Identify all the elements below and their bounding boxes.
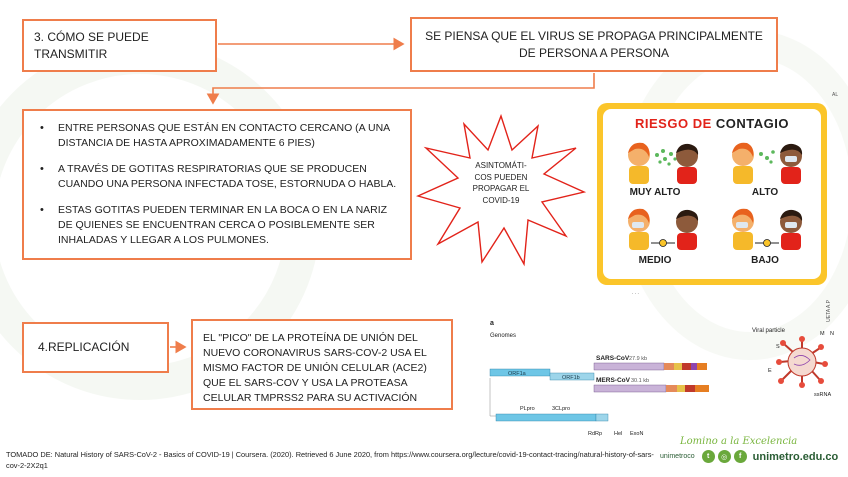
callout-line: ASINTOMÁTI- [475,161,527,170]
callout-line: COS PUEDEN [474,172,528,182]
genomes-label: Genomes [490,333,517,339]
nsp-bar [496,414,608,421]
twitter-icon[interactable]: t [702,450,715,463]
side-mark-dots: . . . [632,290,639,296]
low-risk-illustration [721,203,811,253]
high-risk-illustration [721,137,811,187]
orf1b-label: ORF1b [562,375,580,381]
side-mark-top: AL [832,92,839,98]
transmission-summary: SE PIENSA QUE EL VIRUS SE PROPAGA PRINCIPALMENTE DE PERSONA A PERSONA [425,28,763,60]
exon-label: ExoN [630,431,644,437]
transmission-bullets-box [22,109,412,260]
mers-genome-bar [594,385,709,392]
instagram-icon[interactable]: ◎ [718,450,731,463]
risk-level-medium: MEDIO [638,255,672,266]
n-protein-label: N [830,331,834,337]
contagion-risk-card [597,103,827,285]
orf1a-label: ORF1a [508,371,526,377]
side-mark-right: UETA A.P [826,300,832,322]
transmission-title: 3. CÓMO SE PUEDE TRANSMITIR [34,29,149,61]
replication-title: 4.REPLICACIÓN [38,340,130,354]
institution-brand [660,450,838,463]
s-protein-label: S [776,344,780,350]
callout-text [416,160,586,206]
replication-description: EL "PICO" DE LA PROTEÍNA DE UNIÓN DEL NUEVO CORONAVIRUS SARS-COV-2 USA EL MISMO FACTOR DE UNIÓN CELULAR (ACE2) QUE EL SARS-COV Y USA LA PROTEASA CELULAR TMPRSS2 PARA SU ACTIVACIÓN [203,332,427,404]
virus-particle-icon [776,336,828,388]
facebook-icon[interactable]: f [734,450,747,463]
orf-bar [490,369,594,381]
coronavirus-genome-figure [484,318,840,438]
source-citation: TOMADO DE: Natural History of SARS-CoV-2 - Basics of COVID-19 | Coursera. (2020). Retrieved 6 June 2020, from https://www.coursera.org/lecture/covid-19-contact-tracing/natural-history-of-sars-cov-2-2X2q1 [6,450,654,470]
risk-level-very-high: MUY ALTO [629,187,681,198]
risk-card-title [603,116,821,131]
list-item: • ESTAS GOTITAS PUEDEN TERMINAR EN LA BOCA O EN LA NARIZ DE QUIENES SE ENCUENTRAN CERCA O POSIBLEMENTE SER INHALADAS Y LLEGAR A LOS PULMONES. [36,203,398,248]
sars-genome-bar [594,363,707,370]
medium-risk-illustration [617,203,707,253]
m-protein-label: M [820,331,825,337]
arrow-summary-to-list [213,73,594,103]
clpro-label: 3CLpro [552,406,571,412]
institution-slogan: Lomino a la Excelencia [680,436,798,447]
mers-size: 30.1 kb [631,378,650,384]
risk-title-black: CONTAGIO [715,116,789,131]
transmission-bullet-list [36,121,398,248]
transmission-summary-box [410,17,778,72]
risk-level-low: BAJO [751,255,779,266]
brand-handle: unimetroco [660,453,695,460]
risk-level-high: ALTO [751,187,779,198]
plpro-label: PLpro [520,406,535,412]
e-protein-label: E [768,368,772,374]
replication-title-box [22,322,169,373]
viral-particle-label: Viral particle [752,328,785,334]
rdrp-label: RdRp [588,431,603,437]
asymptomatic-callout [416,112,586,270]
callout-line: COVID-19 [482,195,520,205]
transmission-title-box [22,19,217,72]
hel-label: Hel [614,431,623,437]
list-item: • A TRAVÉS DE GOTITAS RESPIRATORIAS QUE SE PRODUCEN CUANDO UNA PERSONA INFECTADA TOSE, ESTORNUDA O HABLA. [36,162,398,192]
callout-line: PROPAGAR EL [472,184,530,193]
mers-label: MERS-CoV [596,377,630,384]
panel-label: a [490,320,494,327]
risk-title-red: RIESGO DE [635,116,716,131]
risk-card-inner [603,109,821,279]
ssrna-label: ssRNA [814,392,832,398]
sars-size: 27.9 kb [629,356,648,362]
sars-label: SARS-CoV [596,355,630,362]
list-item: • ENTRE PERSONAS QUE ESTÁN EN CONTACTO CERCANO (A UNA DISTANCIA DE HASTA APROXIMADAMENTE 6 PIES) [36,121,398,151]
replication-description-box [191,319,453,410]
very-high-risk-illustration [617,137,707,187]
institution-url[interactable]: unimetro.edu.co [752,450,839,463]
